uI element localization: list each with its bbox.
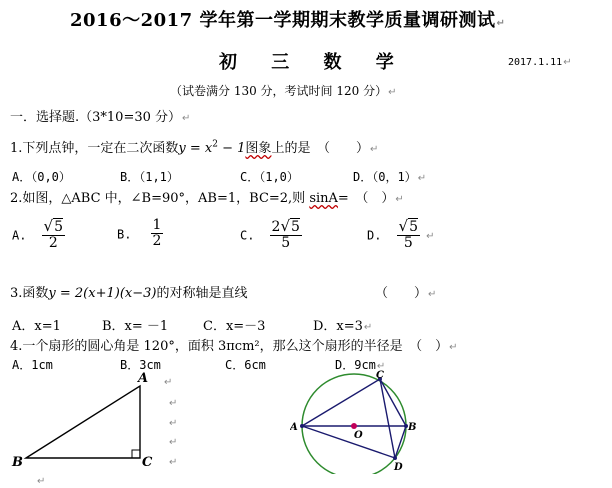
q1-option-d: D．（0，1）↵ xyxy=(353,170,427,184)
q1-option-c: C．（1,0） xyxy=(240,170,299,184)
chord-ac xyxy=(302,379,380,426)
point-d xyxy=(393,456,397,460)
q4-option-b: B．3cm xyxy=(120,358,161,372)
wavy-underline: 图象 xyxy=(245,141,272,156)
subject-title: 初 三 数 学 xyxy=(219,52,408,73)
circle-label-b: B xyxy=(408,422,417,433)
center-point xyxy=(351,423,357,429)
q4-option-d: D．9cm↵ xyxy=(335,358,386,372)
circle-label-d: D xyxy=(394,462,403,473)
q3-answer-blank: （ ）↵ xyxy=(375,286,437,301)
vertex-label-c: C xyxy=(142,455,153,470)
q4-option-a: A．1cm xyxy=(12,358,53,372)
exam-date: 2017.1.11↵ xyxy=(508,57,572,68)
return-mark: ↵ xyxy=(169,398,178,409)
chord-bd xyxy=(395,426,406,458)
return-mark: ↵ xyxy=(164,377,173,388)
q2-option-a: A. $\frac{√5}{2}$ xyxy=(12,217,64,252)
q1-option-b: B．（1,1） xyxy=(120,170,179,184)
q1-option-a: A．（0,0） xyxy=(12,170,71,184)
vertex-label-a: A xyxy=(138,371,149,386)
q3-option-b: B．x= －1 xyxy=(102,319,169,334)
triangle-figure xyxy=(8,368,168,472)
return-mark: ↵ xyxy=(37,476,46,487)
question-4-stem: 4.一个扇形的圆心角是 120°，面积 3πcm²，那么这个扇形的半径是 （ ）↵ xyxy=(10,339,458,354)
circle-label-c: C xyxy=(376,370,384,381)
return-mark: ↵ xyxy=(169,457,178,468)
question-1-stem: 1.下列点钟，一定在二次函数$y = x^2 - 1$图象上的是 （ ）↵ xyxy=(10,139,379,156)
circle-label-a: A xyxy=(290,422,298,433)
exam-note: （试卷满分 130 分，考试时间 120 分）↵ xyxy=(170,84,397,98)
vertex-label-b: B xyxy=(12,455,23,470)
question-3-stem: 3.函数y = 2(x+1)(x−3)的对称轴是直线 xyxy=(10,286,248,301)
exam-title: 2016～2017 学年第一学期期末教学质量调研测试↵ xyxy=(70,10,506,31)
triangle-abc xyxy=(26,386,140,458)
q4-option-c: C．6cm xyxy=(225,358,266,372)
circle-label-o: O xyxy=(354,430,363,441)
question-2-stem: 2.如图，△ABC 中，∠B=90°，AB=1，BC=2,则 sinA= （ ）↵ xyxy=(10,191,404,206)
circle-figure xyxy=(290,370,420,474)
q2-option-c: C. $\frac{2√5}{5}$ xyxy=(240,217,300,252)
q3-option-a: A．x=1 xyxy=(12,319,61,334)
return-mark: ↵ xyxy=(169,418,178,429)
q2-option-d: D. $\frac{√5}{5}$ ↵ xyxy=(367,217,435,252)
point-a xyxy=(300,424,304,428)
return-mark: ↵ xyxy=(169,437,178,448)
chord-ad xyxy=(302,426,395,458)
q3-option-d: D．x=3↵ xyxy=(313,319,373,334)
section-heading: 一．选择题.（3*10=30 分）↵ xyxy=(10,110,191,125)
wavy-underline: sinA xyxy=(309,191,338,206)
right-angle-mark xyxy=(132,450,140,458)
q2-option-b: B. $\frac{1}{2}$ xyxy=(117,217,162,250)
q3-option-c: C．x=－3 xyxy=(203,319,266,334)
